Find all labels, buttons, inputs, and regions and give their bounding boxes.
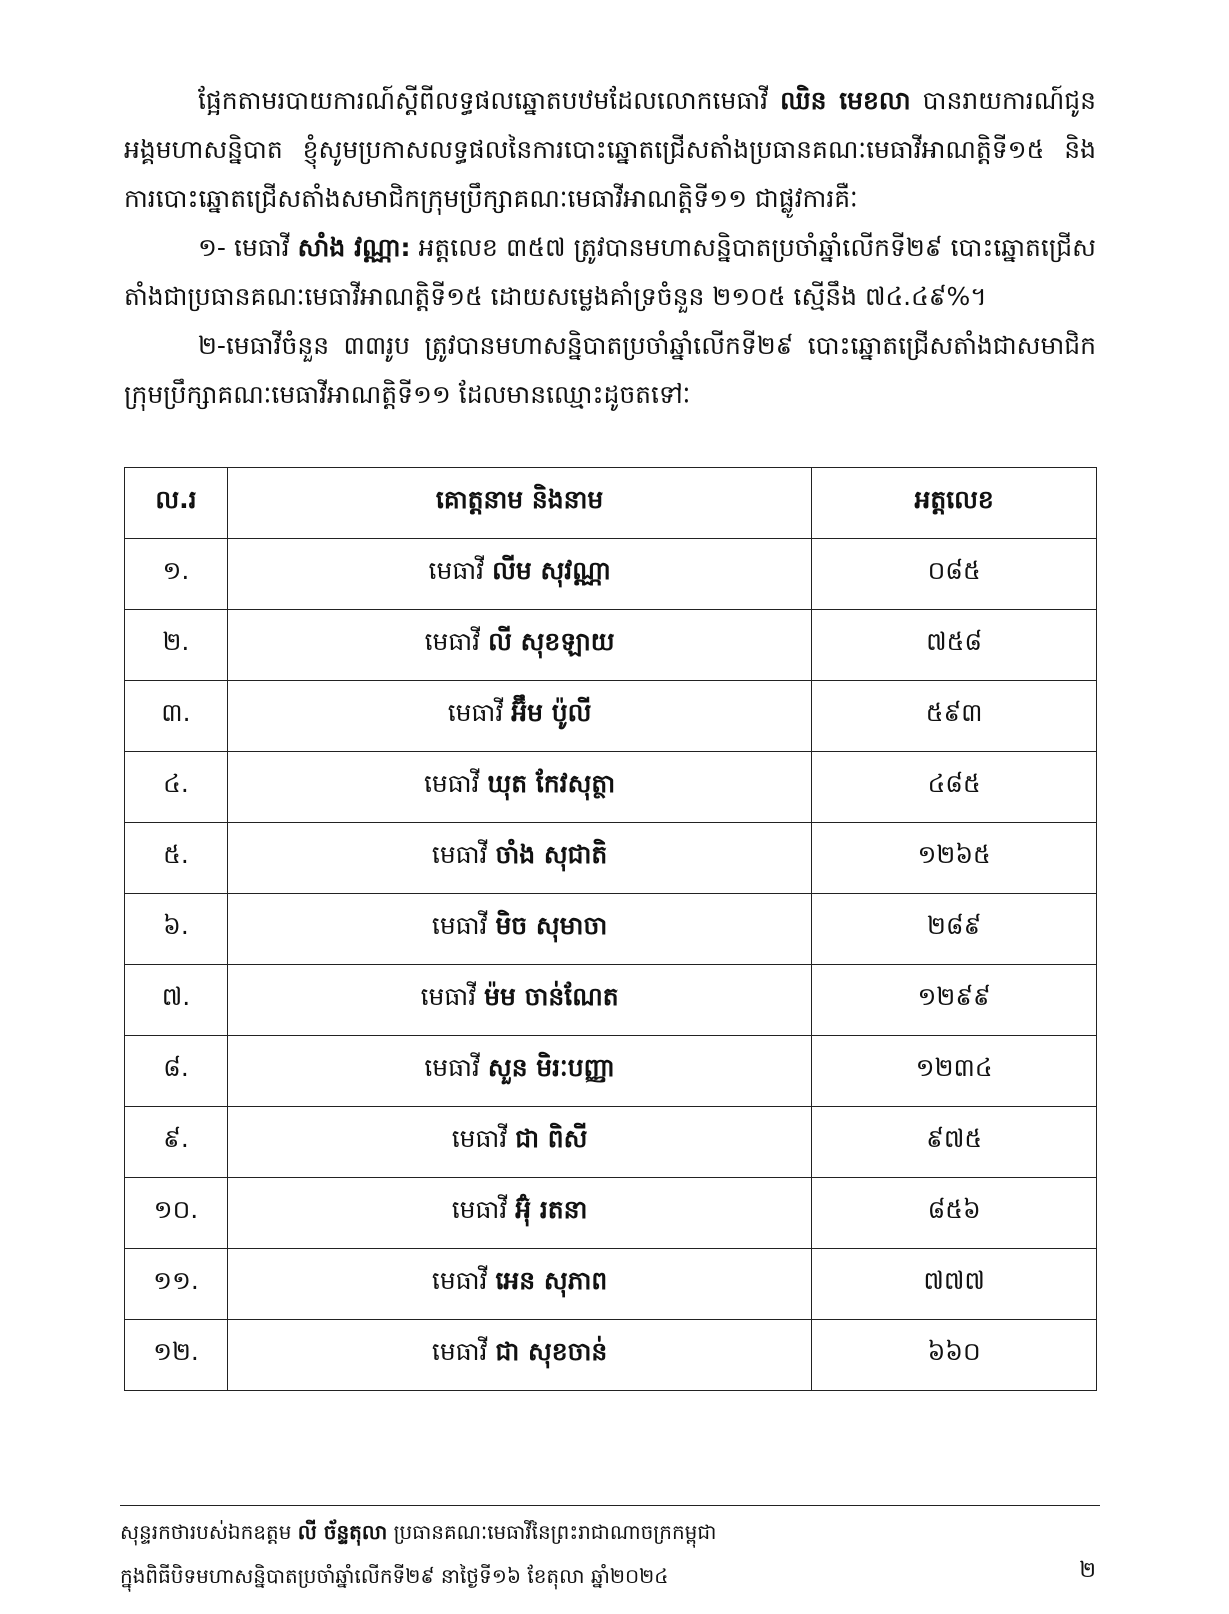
- row-id: ៤៨៥: [812, 752, 1097, 823]
- row-title: មេធាវី: [431, 911, 488, 940]
- row-id: ៦៦០: [812, 1320, 1097, 1391]
- row-name-cell: [227, 1107, 811, 1178]
- intro-paragraph-1: [124, 76, 1096, 223]
- row-id: ០៨៥: [812, 539, 1097, 610]
- header-name: គោត្តនាម និងនាម: [227, 468, 811, 539]
- members-table: [124, 467, 1097, 1391]
- row-number: ៧.: [125, 965, 228, 1036]
- speaker-name: លី ច័ន្ទតុលា: [297, 1520, 388, 1544]
- row-name-cell: [227, 752, 811, 823]
- table-row: [125, 610, 1097, 681]
- intro-paragraph-3: ២-មេធាវីចំនួន ៣៣រូប ត្រូវបានមហាសន្និបាតប្រចាំឆ្នាំលើកទី២៩ បោះឆ្នោតជ្រើសតាំងជាសមាជិកក្រុមប្រឹក្សាគណៈមេធាវីអាណត្តិទី១១ ដែលមានឈ្មោះដូចតទៅៈ: [124, 331, 1096, 409]
- row-number: ៨.: [125, 1036, 228, 1107]
- row-number: ១២.: [125, 1320, 228, 1391]
- row-number: ៣.: [125, 681, 228, 752]
- intro-p2-after: អត្តលេខ ៣៥៧ ត្រូវបានមហាសន្និបាតប្រចាំឆ្នាំលើកទី២៩ បោះឆ្នោតជ្រើសតាំងជាប្រធានគណៈមេធាវីអាណត្តិទី១៥ ដោយសម្លេងគាំទ្រចំនួន ២១០៥ ស្មើនឹង ៧៤.៤៩%។: [124, 233, 1096, 311]
- row-name: ជា ពិសី: [515, 1124, 588, 1153]
- row-title: មេធាវី: [428, 556, 485, 585]
- row-name: អ៊ុំ រតនា: [515, 1195, 588, 1224]
- row-number: ៥.: [125, 823, 228, 894]
- row-name-cell: [227, 1178, 811, 1249]
- table-row: [125, 965, 1097, 1036]
- table-row: [125, 894, 1097, 965]
- row-number: ៦.: [125, 894, 228, 965]
- row-id: ១២៦៥: [812, 823, 1097, 894]
- row-name-cell: [227, 681, 811, 752]
- row-title: មេធាវី: [424, 627, 481, 656]
- row-id: ១២៩៩: [812, 965, 1097, 1036]
- row-title: មេធាវី: [451, 1195, 508, 1224]
- row-name-cell: [227, 610, 811, 681]
- table-header-row: [125, 468, 1097, 539]
- table-row: [125, 1036, 1097, 1107]
- row-name: ឃុត កែវសុត្ថា: [487, 769, 616, 798]
- table-row: [125, 823, 1097, 894]
- table-row: [125, 1178, 1097, 1249]
- row-id: ៨៥៦: [812, 1178, 1097, 1249]
- table-row: [125, 539, 1097, 610]
- row-name-cell: [227, 823, 811, 894]
- row-title: មេធាវី: [424, 1053, 480, 1082]
- row-name-cell: [227, 894, 811, 965]
- row-id: ៧៥៨: [812, 610, 1097, 681]
- table-row: [125, 1107, 1097, 1178]
- row-name: លី សុខឡាយ: [488, 627, 615, 656]
- page-number: ២: [1079, 1558, 1096, 1583]
- row-title: មេធាវី: [431, 840, 488, 869]
- row-name-cell: [227, 1249, 811, 1320]
- intro-p1-after: បានរាយការណ៍ជូនអង្គមហាសន្និបាត ខ្ញុំសូមប្រកាសលទ្ធផលនៃការបោះឆ្នោតជ្រើសតាំងប្រធានគណៈមេធាវីអាណត្តិទី១៥ និងការបោះឆ្នោតជ្រើសតាំងសមាជិកក្រុមប្រឹក្សាគណៈមេធាវីអាណត្តិទី១១ ជាផ្លូវការគឺៈ: [124, 86, 1096, 213]
- row-title: មេធាវី: [431, 1266, 488, 1295]
- table-row: [125, 1249, 1097, 1320]
- reporter-name: ឈិន មេខលា: [780, 86, 911, 115]
- table-body: [125, 539, 1097, 1391]
- row-number: ១១.: [125, 1249, 228, 1320]
- page-footer: [120, 1510, 1100, 1598]
- row-number: ១០.: [125, 1178, 228, 1249]
- row-number: ១.: [125, 539, 228, 610]
- footer-line-1: [120, 1510, 1100, 1554]
- header-number: ល.រ: [125, 468, 228, 539]
- row-title: មេធាវី: [451, 1124, 508, 1153]
- row-title: មេធាវី: [447, 698, 504, 727]
- row-id: ២៨៩: [812, 894, 1097, 965]
- footer-divider: [120, 1505, 1100, 1506]
- row-name: មិច សុមាចា: [495, 911, 608, 940]
- row-name-cell: [227, 1036, 811, 1107]
- row-id: ៥៩៣: [812, 681, 1097, 752]
- intro-paragraph-2: [124, 223, 1096, 321]
- row-name: សួន មិរៈបញ្ញា: [487, 1053, 615, 1082]
- row-name: ម៉ម ចាន់ណែត: [484, 982, 619, 1011]
- intro-p2-before: ១- មេធាវី: [198, 233, 290, 262]
- row-name: អេន សុភាព: [495, 1266, 608, 1295]
- footer-l1-before: សុន្ទរកថារបស់ឯកឧត្តម: [120, 1520, 292, 1544]
- row-title: មេធាវី: [423, 769, 480, 798]
- row-name: អ៊ឹម ប៉ូលី: [511, 698, 592, 727]
- row-title: មេធាវី: [431, 1337, 488, 1366]
- row-id: ៩៧៥: [812, 1107, 1097, 1178]
- president-name: សាំង វណ្ណា:: [297, 233, 411, 262]
- header-id: អត្តលេខ: [812, 468, 1097, 539]
- table-row: [125, 1320, 1097, 1391]
- intro-p1-before: ផ្អែកតាមរបាយការណ៍ស្តីពីលទ្ធផលឆ្នោតបឋមដែលលោកមេធាវី: [198, 86, 769, 115]
- row-title: មេធាវី: [420, 982, 477, 1011]
- row-name: លីម សុវណ្ណា: [492, 556, 611, 585]
- row-name: ចាំង សុជាតិ: [495, 840, 608, 869]
- row-number: ៤.: [125, 752, 228, 823]
- row-number: ៩.: [125, 1107, 228, 1178]
- row-name-cell: [227, 1320, 811, 1391]
- footer-l1-after: ប្រធានគណៈមេធាវីនៃព្រះរាជាណាចក្រកម្ពុជា: [393, 1520, 717, 1544]
- row-number: ២.: [125, 610, 228, 681]
- row-id: ៧៧៧: [812, 1249, 1097, 1320]
- table-row: [125, 681, 1097, 752]
- row-id: ១២៣៤: [812, 1036, 1097, 1107]
- row-name-cell: [227, 965, 811, 1036]
- footer-line-2: ក្នុងពិធីបិទមហាសន្និបាតប្រចាំឆ្នាំលើកទី២៩ នាថ្ងៃទី១៦ ខែតុលា ឆ្នាំ២០២៤: [120, 1564, 669, 1588]
- intro-text: [124, 76, 1096, 419]
- row-name: ជា សុខចាន់: [495, 1337, 608, 1366]
- row-name-cell: [227, 539, 811, 610]
- table-row: [125, 752, 1097, 823]
